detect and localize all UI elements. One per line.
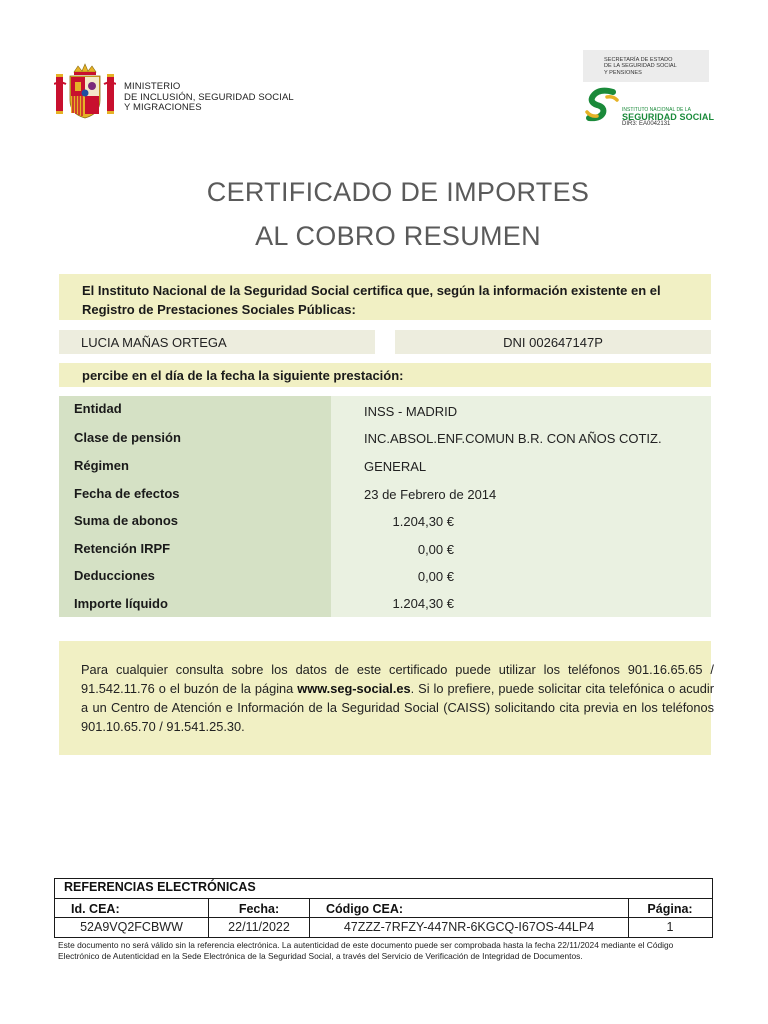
detail-label-fecha-efectos: Fecha de efectos [74, 486, 180, 501]
contact-text-part: Para cualquier consulta sobre los datos de este certificado puede utilizar los teléfonos 901.16.65.65 / 91.542.11.76 o el buzón de la página [81, 662, 714, 696]
contact-text-part: . Si lo prefiere, puede solicitar cita telefónica o acudir a un Centro de Atención e Información de la Seguridad Social (CAISS) solicitando cita previa en los teléfonos 901.10.65.70 / 91.541.25.30. [81, 681, 714, 734]
value-pagina: 1 [666, 920, 674, 934]
secretariat-line: SECRETARÍA DE ESTADO [604, 57, 673, 63]
ministry-line: Y MIGRACIONES [124, 102, 202, 113]
document-title [0, 170, 768, 258]
ministry-line: DE INCLUSIÓN, SEGURIDAD SOCIAL [124, 91, 294, 103]
title-line-1: CERTIFICADO DE IMPORTES [206, 177, 590, 207]
detail-label-suma-abonos: Suma de abonos [74, 513, 179, 528]
detail-label-deducciones: Deducciones [74, 568, 155, 583]
value-fecha: 22/11/2022 [228, 920, 290, 934]
detail-value-suma-abonos: 1.204,30 € [392, 514, 454, 529]
detail-label-importe-liquido: Importe líquido [74, 596, 168, 611]
detail-label-clase: Clase de pensión [74, 430, 181, 445]
detail-label-entidad: Entidad [74, 401, 122, 416]
detail-value-fecha-efectos: 23 de Febrero de 2014 [364, 487, 497, 502]
table-divider [55, 898, 712, 899]
secretariat-line: Y PENSIONES [604, 69, 642, 76]
seg-social-link[interactable]: www.seg-social.es [297, 681, 411, 696]
detail-value-entidad: INSS - MADRID [364, 404, 458, 419]
institute-small-label: INSTITUTO NACIONAL DE LA [622, 107, 691, 113]
table-divider [55, 917, 712, 918]
detail-label-retencion: Retención IRPF [74, 541, 171, 556]
percibe-text: percibe en el día de la fecha la siguiente prestación: [82, 368, 404, 383]
references-title: REFERENCIAS ELECTRÓNICAS [64, 880, 256, 894]
ministry-name [124, 82, 294, 114]
value-id-cea: 52A9VQ2FCBWW [80, 920, 183, 934]
detail-value-clase: INC.ABSOL.ENF.COMUN B.R. CON AÑOS COTIZ. [364, 431, 662, 446]
dir3-code: DIR3: EA0042131 [622, 121, 671, 127]
contact-text [81, 660, 714, 736]
secretariat-name [604, 57, 677, 76]
title-line-2: AL COBRO RESUMEN [255, 221, 541, 251]
intro-text: El Instituto Nacional de la Seguridad Social certifica que, según la información existente en el Registro de Prestaciones Sociales Públicas: [82, 283, 661, 317]
ministry-line: MINISTERIO [124, 81, 181, 92]
header-codigo-cea: Código CEA: [326, 902, 404, 916]
detail-value-importe-liquido: 1.204,30 € [392, 596, 454, 611]
detail-label-regimen: Régimen [74, 458, 129, 473]
detail-value-deducciones: 0,00 € [417, 569, 454, 584]
spain-coat-of-arms-icon [54, 62, 116, 120]
detail-value-regimen: GENERAL [364, 459, 427, 474]
value-codigo-cea: 47ZZZ-7RFZY-447NR-6KGCQ-I67OS-44LP4 [343, 920, 595, 934]
header-id-cea: Id. CEA: [71, 902, 120, 916]
beneficiary-name: LUCIA MAÑAS ORTEGA [81, 335, 227, 350]
institute-name: SEGURIDAD SOCIAL [622, 112, 715, 122]
header-pagina: Página: [647, 902, 693, 916]
secretariat-line: DE LA SEGURIDAD SOCIAL [604, 63, 677, 70]
detail-value-retencion: 0,00 € [417, 542, 454, 557]
disclaimer-text: Este documento no será válido sin la referencia electrónica. La autenticidad de este documento puede ser comprobada hasta la fecha 22/11/2024 mediante el Código Electrónico de Autenticidad en la Sede Electrónica de la Seguridad Social, a través del Servicio de Verificación de Integridad de Documentos. [58, 940, 674, 961]
inss-logo-icon [583, 86, 623, 126]
header-fecha: Fecha: [238, 902, 280, 916]
beneficiary-dni: DNI 002647147P [503, 335, 603, 350]
